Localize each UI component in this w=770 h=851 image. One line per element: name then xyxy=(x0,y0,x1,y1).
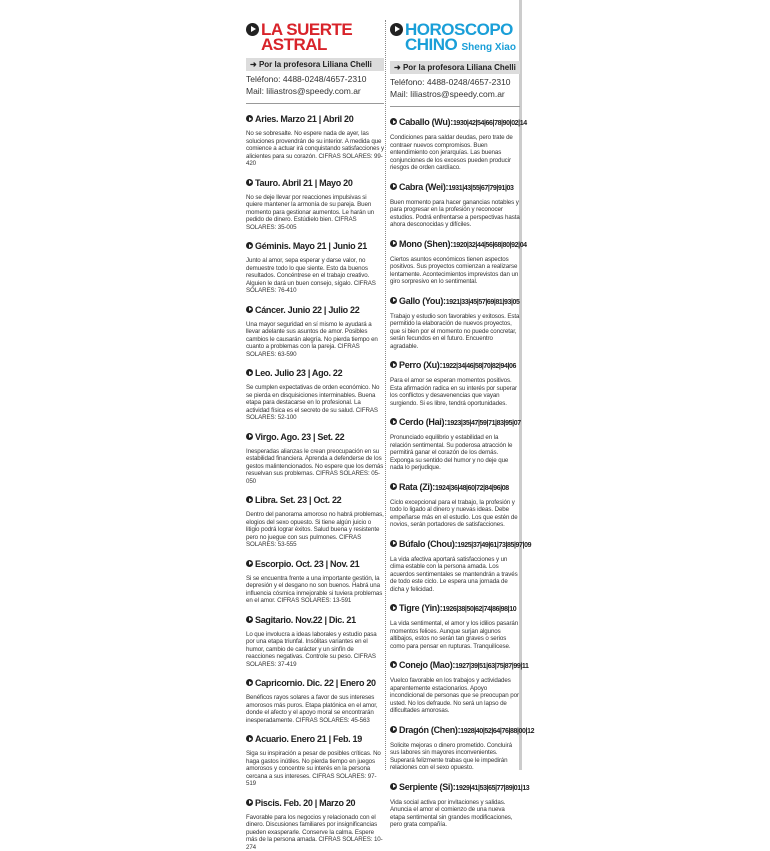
arrow-icon: ➜ xyxy=(394,63,401,72)
sign-heading xyxy=(246,678,384,689)
chinese-sign-entry xyxy=(390,482,520,529)
sign-text: Si se encuentra frente a una importante gestión, la depresión y el desgano no son buenos. Habrá una influencia cósmica inmejorable si tuviera problemas en el amor. CIFRAS SOLARES: 13-591 xyxy=(246,575,384,605)
sign-heading xyxy=(390,117,520,129)
sign-name: Caballo (Wu): xyxy=(399,117,453,127)
sign-heading xyxy=(246,114,384,125)
sign-heading xyxy=(246,432,384,443)
sign-heading xyxy=(246,495,384,506)
sign-text: Ciertos asuntos económicos tienen aspectos positivos. Sus proyectos comienzan a realizarse lentamente. Acontecimientos imprevistos dan un giro sorpresivo en lo sentimental. xyxy=(390,256,520,286)
chinese-sign-entry xyxy=(390,782,520,829)
zodiac-entry xyxy=(246,432,384,486)
bullet-icon xyxy=(390,483,397,490)
sign-name: Acuario. Enero 21 | Feb. 19 xyxy=(255,734,362,744)
sign-heading xyxy=(390,782,520,794)
bullet-icon xyxy=(390,183,397,190)
sign-heading xyxy=(246,559,384,570)
astral-title-line2: ASTRAL xyxy=(246,37,384,52)
astral-title-line1: LA SUERTE xyxy=(261,20,352,39)
sign-text: Lo que involucra a ideas laborales y estudio pasa por una etapa triunfal. Insólitas variantes en el humor, cambio de carácter y un sinfín de reacciones negativas. Controle su peso. CIFRAS SOLARES: 37-419 xyxy=(246,631,384,669)
separator xyxy=(246,103,384,104)
chinese-author xyxy=(390,61,520,74)
sign-years: 1923|35|47|59|71|83|95|07 xyxy=(447,420,521,427)
sign-heading xyxy=(390,725,520,737)
zodiac-entry xyxy=(246,734,384,788)
title-bullet-icon xyxy=(246,23,259,36)
sign-years: 1922|34|46|58|70|82|94|06 xyxy=(442,363,516,370)
bullet-icon xyxy=(246,679,253,686)
chinese-mail: Mail: liliastros@speedy.com.ar xyxy=(390,88,520,100)
sign-years: 1931|43|55|67|79|91|03 xyxy=(448,185,513,192)
astral-title xyxy=(246,22,384,52)
sign-text: Para el amor se esperan momentos positivos. Esta afirmación radica en su interés por superar los conflictos y desavenencias que vayan surgiendo. Si es libre, tendrá oportunidades. xyxy=(390,377,520,407)
zodiac-entry xyxy=(246,559,384,605)
chinese-sign-entry xyxy=(390,239,520,286)
chinese-sign-entry xyxy=(390,603,520,650)
bullet-icon xyxy=(390,604,397,611)
sign-heading xyxy=(390,417,520,429)
sign-years: 1928|40|52|64|76|88|00|12 xyxy=(460,728,534,735)
author-text: Por la profesora Liliana Chelli xyxy=(259,60,372,69)
sign-years: 1926|38|50|62|74|86|98|10 xyxy=(442,606,516,613)
bullet-icon xyxy=(246,242,253,249)
zodiac-entry xyxy=(246,241,384,295)
sign-heading xyxy=(246,798,384,809)
sign-years: 1924|36|48|60|72|84|96|08 xyxy=(435,485,509,492)
sign-name: Rata (Zi): xyxy=(399,482,435,492)
sign-heading xyxy=(246,305,384,316)
chinese-column xyxy=(390,22,520,829)
sign-text: No se deje llevar por reacciones impulsivas si quiere mantener la armonía de su pareja. Buen momento para gestionar aumentos. Le harán un pedido de dinero. Estúdielo bien. CIFRAS SOLARES: 35-005 xyxy=(246,194,384,232)
sign-text: No se sobresalte. No espere nada de ayer, las soluciones provendrán de su interior. A medida que comience a actuar irá conquistando satisfacciones y alicientes para su corazón. CIFRAS SOLARES: 99-420 xyxy=(246,130,384,168)
bullet-icon xyxy=(390,361,397,368)
sign-heading xyxy=(390,360,520,372)
sign-years: 1921|33|45|57|69|81|93|05 xyxy=(446,299,520,306)
zodiac-entry xyxy=(246,678,384,724)
sign-heading xyxy=(246,178,384,189)
bullet-icon xyxy=(390,118,397,125)
sign-name: Cabra (Wei): xyxy=(399,182,448,192)
zodiac-list xyxy=(246,114,384,851)
arrow-icon: ➜ xyxy=(250,60,257,69)
chinese-title xyxy=(390,22,520,55)
separator xyxy=(390,106,520,107)
sign-text: Condiciones para saldar deudas, pero trate de contraer nuevos compromisos. Buen entendimiento con jerarquías. Las buenas conjunciones de los excesos pueden producir riesgos de orden cardíaco. xyxy=(390,134,520,172)
column-divider xyxy=(385,20,386,770)
sign-name: Conejo (Mao): xyxy=(399,660,455,670)
sign-name: Piscis. Feb. 20 | Marzo 20 xyxy=(255,798,355,808)
chinese-title-sub: Sheng Xiao xyxy=(462,42,516,53)
zodiac-entry xyxy=(246,114,384,168)
title-bullet-icon xyxy=(390,23,403,36)
sign-name: Virgo. Ago. 23 | Set. 22 xyxy=(255,432,344,442)
sign-heading xyxy=(390,239,520,251)
sign-name: Géminis. Mayo 21 | Junio 21 xyxy=(255,241,367,251)
zodiac-entry xyxy=(246,495,384,549)
sign-name: Gallo (You): xyxy=(399,296,446,306)
chinese-sign-entry xyxy=(390,182,520,229)
sign-heading xyxy=(390,182,520,194)
bullet-icon xyxy=(246,306,253,313)
sign-text: Inesperadas alianzas le crean preocupación en su estabilidad financiera. Aprenda a defenderse de los gestos malintencionados. No espere que los demás resuelvan sus problemas. CIFRAS SOLARES: 05-050 xyxy=(246,448,384,486)
sign-text: Vida social activa por invitaciones y salidas. Anuncia el amor el comienzo de una nueva etapa sentimental sin grandes modificaciones, pero grata compañía. xyxy=(390,799,520,829)
sign-text: Junto al amor, sepa esperar y darse valor, no demuestre todo lo que siente. Esto da buenos resultados. Concéntrese en el trabajo creativo. Alguien le dará un buen consejo, sígalo. CIFRAS SOLARES: 76-410 xyxy=(246,257,384,295)
bullet-icon xyxy=(246,496,253,503)
sign-heading xyxy=(390,603,520,615)
sign-text: La vida sentimental, el amor y los idilios pasarán momentos felices. Aunque surjan algunos altibajos, estos no serán tan graves o serios como para pensar en rupturas. Tranquilícese. xyxy=(390,620,520,650)
sign-heading xyxy=(390,660,520,672)
zodiac-entry xyxy=(246,798,384,851)
sign-text: Pronunciado equilibrio y estabilidad en la relación sentimental. Su poderosa atracción le permitirá ganar el corazón de los demás. Exponga su sentido del humor y no deje que nada lo perjudique. xyxy=(390,434,520,472)
sign-heading xyxy=(390,296,520,308)
bullet-icon xyxy=(246,179,253,186)
sign-text: Buen momento para hacer ganancias notables y para progresar en la profesión y reconocer estudios. Podrá enfrentarse a perspectivas hasta ahora desconocidas y difíciles. xyxy=(390,199,520,229)
sign-text: Vuelco favorable en los trabajos y actividades aparentemente estacionarios. Apoyo incondicional de personas que se preocupan por usted. No los defraude. No será un lapso de dificultades amorosas. xyxy=(390,677,520,715)
sign-heading xyxy=(390,539,520,551)
chinese-sign-entry xyxy=(390,660,520,715)
chinese-sign-entry xyxy=(390,725,520,772)
bullet-icon xyxy=(246,433,253,440)
bullet-icon xyxy=(246,115,253,122)
chinese-sign-entry xyxy=(390,296,520,351)
sign-years: 1920|32|44|56|68|80|92|04 xyxy=(453,242,527,249)
sign-years: 1929|41|53|65|77|89|01|13 xyxy=(456,785,530,792)
zodiac-entry xyxy=(246,368,384,422)
astral-phone: Teléfono: 4488-0248/4657-2310 xyxy=(246,73,384,85)
sign-name: Búfalo (Chou): xyxy=(399,539,457,549)
sign-heading xyxy=(246,368,384,379)
bullet-icon xyxy=(390,540,397,547)
sign-name: Perro (Xu): xyxy=(399,360,442,370)
sign-text: Trabajo y estudio son favorables y exitosos. Esta permitido la elaboración de nuevos proyectos, que si bien por el momento no puede concretar, serán fecundos en el futuro. Encuentro agradable. xyxy=(390,313,520,351)
sign-name: Sagitario. Nov.22 | Dic. 21 xyxy=(255,615,356,625)
sign-name: Tigre (Yin): xyxy=(399,603,442,613)
bullet-icon xyxy=(390,240,397,247)
sign-text: Benéficos rayos solares a favor de sus intereses amorosos más puros. Etapa platónica en el amor, donde el afecto y el apoyo moral se encontrarán inesperadamente. CIFRAS SOLARES: 45-563 xyxy=(246,694,384,724)
bullet-icon xyxy=(246,369,253,376)
astral-column xyxy=(246,22,384,851)
sign-name: Tauro. Abril 21 | Mayo 20 xyxy=(255,178,353,188)
chinese-sign-entry xyxy=(390,360,520,407)
chinese-title-line2: CHINO xyxy=(405,35,457,54)
chinese-sign-entry xyxy=(390,539,520,594)
sign-years: 1927|39|51|63|75|87|99|11 xyxy=(455,663,528,670)
sign-text: Dentro del panorama amoroso no habrá problemas, elogios del sexo opuesto. Si tiene algún juicio o litigio podrá lograr éxitos. Salud buena y resistente pero no juegue con sus pulmones. CIFRAS SOLARES: 53-555 xyxy=(246,511,384,549)
chinese-sign-entry xyxy=(390,117,520,172)
sign-text: Siga su inspiración a pesar de posibles críticas. No haga gastos inútiles. No pierda tiempo en juegos amorosos y concentre su interés en la persona cercana a sus intereses. CIFRAS SOLARES: 97-519 xyxy=(246,750,384,788)
sign-heading xyxy=(246,734,384,745)
bullet-icon xyxy=(390,297,397,304)
sign-text: Solicite mejoras o dinero prometido. Concluirá sus labores sin mayores inconvenientes. Superará felizmente trabas que le impedirán relaciones con el sexo opuesto. xyxy=(390,742,520,772)
chinese-phone: Teléfono: 4488-0248/4657-2310 xyxy=(390,76,520,88)
chinese-title-line1: HOROSCOPO xyxy=(405,20,513,39)
zodiac-entry xyxy=(246,615,384,669)
astral-mail: Mail: liliastros@speedy.com.ar xyxy=(246,85,384,97)
bullet-icon xyxy=(246,735,253,742)
sign-text: Favorable para los negocios y relacionado con el dinero. Discusiones familiares por insignificancias pueden exasperarle. Conserve la calma. Espere más de la persona amada. CIFRAS SOLARES: 10-274 xyxy=(246,814,384,851)
zodiac-entry xyxy=(246,305,384,359)
sign-name: Dragón (Chen): xyxy=(399,725,460,735)
sign-heading xyxy=(246,241,384,252)
sign-name: Libra. Set. 23 | Oct. 22 xyxy=(255,495,341,505)
author-text: Por la profesora Liliana Chelli xyxy=(403,63,516,72)
sign-name: Cáncer. Junio 22 | Julio 22 xyxy=(255,305,359,315)
sign-name: Cerdo (Hai): xyxy=(399,417,447,427)
sign-name: Mono (Shen): xyxy=(399,239,453,249)
sign-name: Leo. Julio 23 | Ago. 22 xyxy=(255,368,342,378)
sign-heading xyxy=(390,482,520,494)
bullet-icon xyxy=(246,560,253,567)
chinese-sign-entry xyxy=(390,417,520,472)
bullet-icon xyxy=(246,616,253,623)
sign-name: Serpiente (Si): xyxy=(399,782,456,792)
bullet-icon xyxy=(246,799,253,806)
zodiac-entry xyxy=(246,178,384,232)
sign-years: 1925|37|49|61|73|85|97|09 xyxy=(457,542,531,549)
chinese-sign-list xyxy=(390,117,520,829)
sign-name: Aries. Marzo 21 | Abril 20 xyxy=(255,114,353,124)
bullet-icon xyxy=(390,418,397,425)
sign-text: Ciclo excepcional para el trabajo, la profesión y todo lo ligado al dinero y nuevas ideas. Debe empeñarse más en el estudio. Los que estén de novios, serán portadores de satisfacciones. xyxy=(390,499,520,529)
bullet-icon xyxy=(390,661,397,668)
sign-years: 1930|42|54|66|78|90|02|14 xyxy=(453,120,527,127)
sign-heading xyxy=(246,615,384,626)
sign-text: Se cumplen expectativas de orden económico. No se pierda en disquisiciones interminables. Buena etapa para destacarse en lo profesional. La actividad física es el secreto de su salud. CIFRAS SOLARES: 52-100 xyxy=(246,384,384,422)
bullet-icon xyxy=(390,726,397,733)
astral-author xyxy=(246,58,384,71)
sign-name: Escorpio. Oct. 23 | Nov. 21 xyxy=(255,559,359,569)
bullet-icon xyxy=(390,783,397,790)
sign-text: La vida afectiva aportará satisfacciones y un clima estable con la persona amada. Los acuerdos sentimentales se mantendrán a través de todo este ciclo. Le espera una jornada de dicha y felicidad. xyxy=(390,556,520,594)
sign-text: Una mayor seguridad en sí mismo le ayudará a llevar adelante sus asuntos de amor. Posibles cambios le causarán alegría. No pierda tiempo en cuanto a problemas con la pareja. CIFRAS SOLARES: 63-590 xyxy=(246,321,384,359)
sign-name: Capricornio. Dic. 22 | Enero 20 xyxy=(255,678,376,688)
